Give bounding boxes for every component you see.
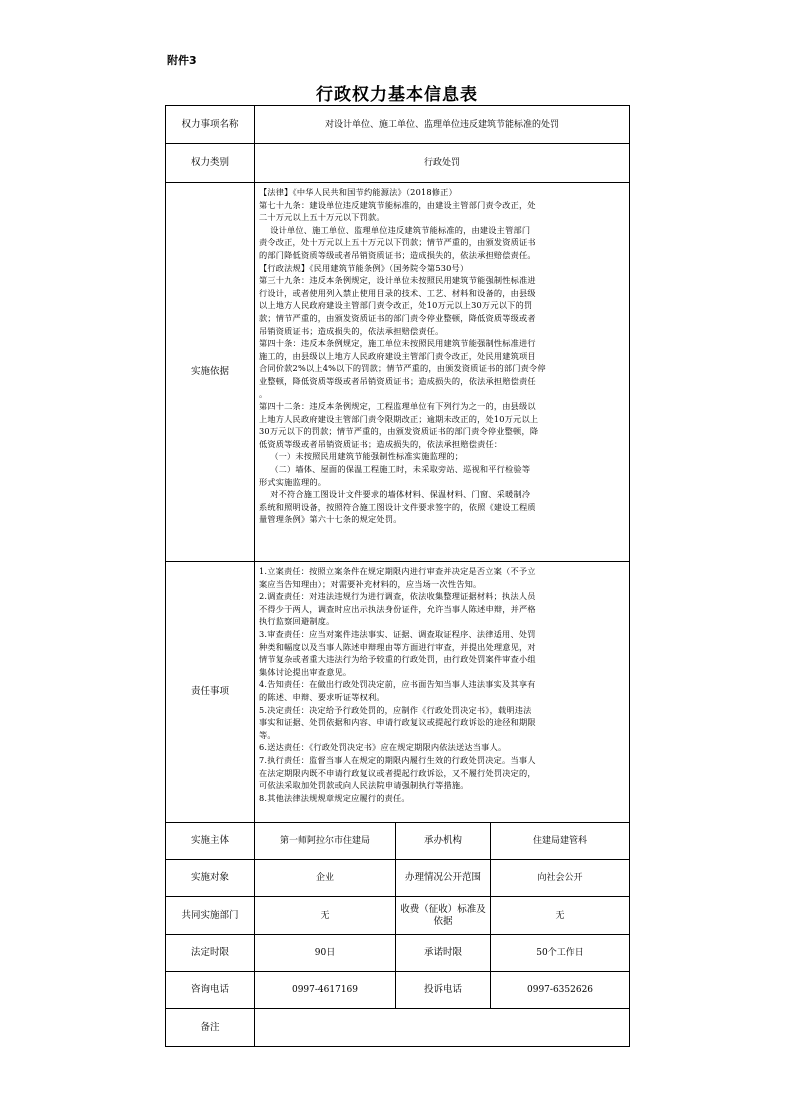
basis-line: 【法律】《中华人民共和国节约能源法》（2018修正）: [259, 187, 457, 197]
item-name-label: 权力事项名称: [166, 106, 255, 144]
basis-line: 第三十九条：违反本条例规定，设计单位未按照民用建筑节能强制性标准进: [259, 275, 536, 286]
duty-line: 集体讨论提出审查意见。: [259, 666, 352, 677]
duty-line: 的陈述、申辩、要求听证等权利。: [259, 691, 385, 702]
basis-line: 业整顿，降低资质等级或者吊销资质证书；造成损失的，依法承担赔偿责任: [259, 375, 536, 386]
duty-line: 可依法采取加处罚款或向人民法院申请强制执行等措施。: [259, 780, 469, 791]
basis-line: 以上地方人民政府建设主管部门责令改正，处10万元以上30万元以下的罚: [259, 300, 533, 311]
basis-line: 设计单位、施工单位、监理单位违反建筑节能标准的，由建设主管部门: [259, 224, 531, 235]
basis-line: （一）未按照民用建筑节能强制性标准实施监理的；: [259, 451, 464, 462]
basis-line: 合同价款2%以上4%以下的罚款；情节严重的，由颁发资质证书的部门责令停: [259, 363, 546, 374]
consult-phone-label: 咨询电话: [166, 972, 255, 1009]
consult-phone-value: 0997-4617169: [255, 972, 396, 1009]
duty-line: 案应当告知理由）；对需要补充材料的，应当场一次性告知。: [259, 578, 482, 589]
basis-label: 实施依据: [166, 183, 255, 562]
target-label: 实施对象: [166, 860, 255, 897]
basis-line: 对不符合施工图设计文件要求的墙体材料、保温材料、门窗、采暖制冷: [259, 489, 531, 500]
basis-text: [255, 183, 630, 562]
basis-line: 责令改正，处十万元以上五十万元以下罚款；情节严重的，由颁发资质证书: [259, 237, 536, 248]
basis-line: 二十万元以上五十万元以下罚款。: [259, 212, 385, 223]
category-value: 行政处罚: [255, 144, 630, 183]
basis-line: 吊销资质证书；造成损失的，依法承担赔偿责任。: [259, 325, 444, 336]
row-joint: [166, 897, 630, 935]
basis-line: 形式实施监理的。: [259, 476, 327, 487]
complaint-phone-label: 投诉电话: [396, 972, 491, 1009]
duty-line: 3.审查责任：应当对案件违法事实、证据、调查取证程序、法律适用、处罚: [259, 628, 536, 639]
basis-line: （二）墙体、屋面的保温工程施工时，未采取旁站、巡视和平行检验等: [259, 464, 531, 475]
basis-line: 第四十二条：违反本条例规定，工程监理单位有下列行为之一的，由县级以: [259, 401, 536, 412]
basis-line: 30万元以下的罚款；情节严重的，由颁发资质证书的部门责令停业整顿，降: [259, 426, 539, 437]
row-target: [166, 860, 630, 897]
disclosure-label: 办理情况公开范围: [396, 860, 491, 897]
disclosure-value: 向社会公开: [491, 860, 630, 897]
row-subject: [166, 823, 630, 860]
fee-label: 收费（征收）标准及依据: [396, 897, 491, 935]
basis-line: 第七十九条：建设单位违反建筑节能标准的，由建设主管部门责令改正，处: [259, 199, 536, 210]
subject-value: 第一师阿拉尔市住建局: [255, 823, 396, 860]
basis-line: 行设计，或者使用列入禁止使用目录的技术、工艺、材料和设备的，由县级: [259, 287, 536, 298]
duty-line: 4.告知责任：在做出行政处罚决定前，应书面告知当事人违法事实及其享有: [259, 679, 536, 690]
agency-label: 承办机构: [396, 823, 491, 860]
basis-line: 施工的，由县级以上地方人民政府建设主管部门责令改正，处民用建筑项目: [259, 350, 536, 361]
basis-line: 系统和照明设备，按照符合施工图设计文件要求签字的，依照《建设工程质: [259, 501, 536, 512]
attachment-label: 附件3: [167, 54, 197, 67]
basis-line: 量管理条例》第六十七条的规定处罚。: [259, 514, 402, 525]
promise-limit-value: 50个工作日: [491, 935, 630, 972]
duty-line: 情节复杂或者重大违法行为给予较重的行政处罚，由行政处罚案件审查小组: [259, 654, 536, 665]
basis-line: 款；情节严重的，由颁发资质证书的部门责令停业整顿，降低资质等级或者: [259, 312, 536, 323]
legal-limit-value: 90日: [255, 935, 396, 972]
row-duty: [166, 562, 630, 823]
row-category: [166, 144, 630, 183]
duty-line: 8.其他法律法规规章规定应履行的责任。: [259, 792, 410, 803]
promise-limit-label: 承诺时限: [396, 935, 491, 972]
duty-line: 5.决定责任：决定给予行政处罚的，应制作《行政处罚决定书》，载明违法: [259, 704, 532, 715]
duty-line: 事实和证据、处罚依据和内容、申请行政复议或提起行政诉讼的途径和期限: [259, 717, 536, 728]
duty-line: 7.执行责任：监督当事人在规定的期限内履行生效的行政处罚决定。当事人: [259, 754, 536, 765]
joint-value: 无: [255, 897, 396, 935]
fee-value: 无: [491, 897, 630, 935]
row-legal-limit: [166, 935, 630, 972]
subject-label: 实施主体: [166, 823, 255, 860]
duty-line: 6.送达责任：《行政处罚决定书》应在规定期限内依法送达当事人。: [259, 742, 507, 753]
basis-line: 上地方人民政府建设主管部门责令限期改正；逾期未改正的，处10万元以上: [259, 413, 539, 424]
duty-line: 1.立案责任：按照立案条件在规定期限内进行审查并决定是否立案（不予立: [259, 566, 536, 576]
basis-line: 第四十条：违反本条例规定，施工单位未按照民用建筑节能强制性标准进行: [259, 338, 536, 349]
duty-line: 不得少于两人，调查时应出示执法身份证件，允许当事人陈述申辩，并严格: [259, 603, 536, 614]
duty-line: 在法定期限内既不申请行政复议或者提起行政诉讼，又不履行处罚决定的，: [259, 767, 536, 778]
target-value: 企业: [255, 860, 396, 897]
item-name-value: 对设计单位、施工单位、监理单位违反建筑节能标准的处罚: [255, 106, 630, 144]
row-note: [166, 1009, 630, 1047]
agency-value: 住建局建管科: [491, 823, 630, 860]
note-label: 备注: [166, 1009, 255, 1047]
info-table: [165, 105, 630, 1047]
row-basis: [166, 183, 630, 562]
category-label: 权力类别: [166, 144, 255, 183]
duty-line: 种类和幅度以及当事人陈述申辩理由等方面进行审查，并提出处理意见，对: [259, 641, 536, 652]
duty-line: 等。: [259, 729, 276, 740]
row-item-name: [166, 106, 630, 144]
page-title: 行政权力基本信息表: [316, 85, 478, 105]
duty-label: 责任事项: [166, 562, 255, 823]
duty-line: 2.调查责任：对违法违规行为进行调查，依法收集整理证据材料；执法人员: [259, 591, 536, 602]
joint-label: 共同实施部门: [166, 897, 255, 935]
basis-line: 低资质等级或者吊销资质证书；造成损失的，依法承担赔偿责任：: [259, 438, 503, 449]
duty-line: 执行监察回避制度。: [259, 616, 335, 627]
duty-text: [255, 562, 630, 823]
basis-line: 。: [259, 388, 268, 399]
basis-line: 的部门降低资质等级或者吊销资质证书；造成损失的，依法承担赔偿责任。: [259, 249, 536, 260]
complaint-phone-value: 0997-6352626: [491, 972, 630, 1009]
legal-limit-label: 法定时限: [166, 935, 255, 972]
basis-line: 【行政法规】《民用建筑节能条例》（国务院令第530号）: [259, 262, 469, 273]
row-phone: [166, 972, 630, 1009]
note-value: [255, 1009, 630, 1047]
